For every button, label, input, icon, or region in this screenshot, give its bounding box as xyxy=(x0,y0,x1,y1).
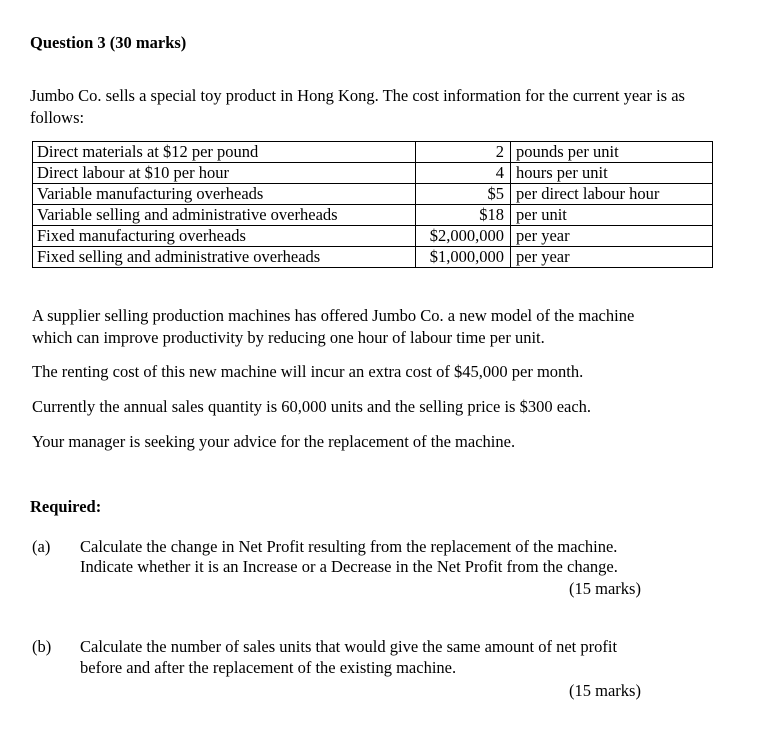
cost-table xyxy=(32,141,713,268)
cost-amount: 2 xyxy=(416,142,511,163)
cost-unit: per direct labour hour xyxy=(511,184,713,205)
part-b-label: (b) xyxy=(32,637,52,656)
cost-unit: per year xyxy=(511,226,713,247)
cost-amount: 4 xyxy=(416,163,511,184)
cost-item: Fixed manufacturing overheads xyxy=(33,226,416,247)
question-title: Question 3 (30 marks) xyxy=(30,33,187,52)
cost-item: Fixed selling and administrative overheads xyxy=(33,247,416,268)
rent-cost-text: The renting cost of this new machine will incur an extra cost of $45,000 per month. xyxy=(32,362,584,381)
part-a-label: (a) xyxy=(32,537,51,556)
part-a-line-2: Indicate whether it is an Increase or a Decrease in the Net Profit from the change. xyxy=(80,557,618,576)
table-row xyxy=(33,163,713,184)
part-a-marks: (15 marks) xyxy=(569,579,641,598)
cost-unit: hours per unit xyxy=(511,163,713,184)
table-row xyxy=(33,247,713,268)
part-b-marks: (15 marks) xyxy=(569,681,641,700)
cost-amount: $1,000,000 xyxy=(416,247,511,268)
intro-text: Jumbo Co. sells a special toy product in Hong Kong. The cost information for the current year is as follows: xyxy=(30,86,685,127)
table-row xyxy=(33,205,713,226)
part-a-line-1: Calculate the change in Net Profit resulting from the replacement of the machine. xyxy=(80,537,618,556)
cost-unit: per year xyxy=(511,247,713,268)
required-heading: Required: xyxy=(30,497,102,516)
cost-item: Variable manufacturing overheads xyxy=(33,184,416,205)
table-row xyxy=(33,142,713,163)
cost-amount: $18 xyxy=(416,205,511,226)
cost-amount: $2,000,000 xyxy=(416,226,511,247)
cost-amount: $5 xyxy=(416,184,511,205)
cost-unit: pounds per unit xyxy=(511,142,713,163)
manager-request-text: Your manager is seeking your advice for the replacement of the machine. xyxy=(32,432,516,451)
table-row xyxy=(33,184,713,205)
cost-item: Direct materials at $12 per pound xyxy=(33,142,416,163)
part-b-line-1: Calculate the number of sales units that would give the same amount of net profit xyxy=(80,637,618,656)
cost-item: Variable selling and administrative overheads xyxy=(33,205,416,226)
part-b-line-2: before and after the replacement of the existing machine. xyxy=(80,658,457,677)
scenario-line-1: A supplier selling production machines has offered Jumbo Co. a new model of the machine xyxy=(32,306,635,325)
table-row xyxy=(33,226,713,247)
cost-unit: per unit xyxy=(511,205,713,226)
scenario-line-2: which can improve productivity by reducing one hour of labour time per unit. xyxy=(32,328,545,347)
sales-info-text: Currently the annual sales quantity is 60,000 units and the selling price is $300 each. xyxy=(32,397,592,416)
cost-item: Direct labour at $10 per hour xyxy=(33,163,416,184)
